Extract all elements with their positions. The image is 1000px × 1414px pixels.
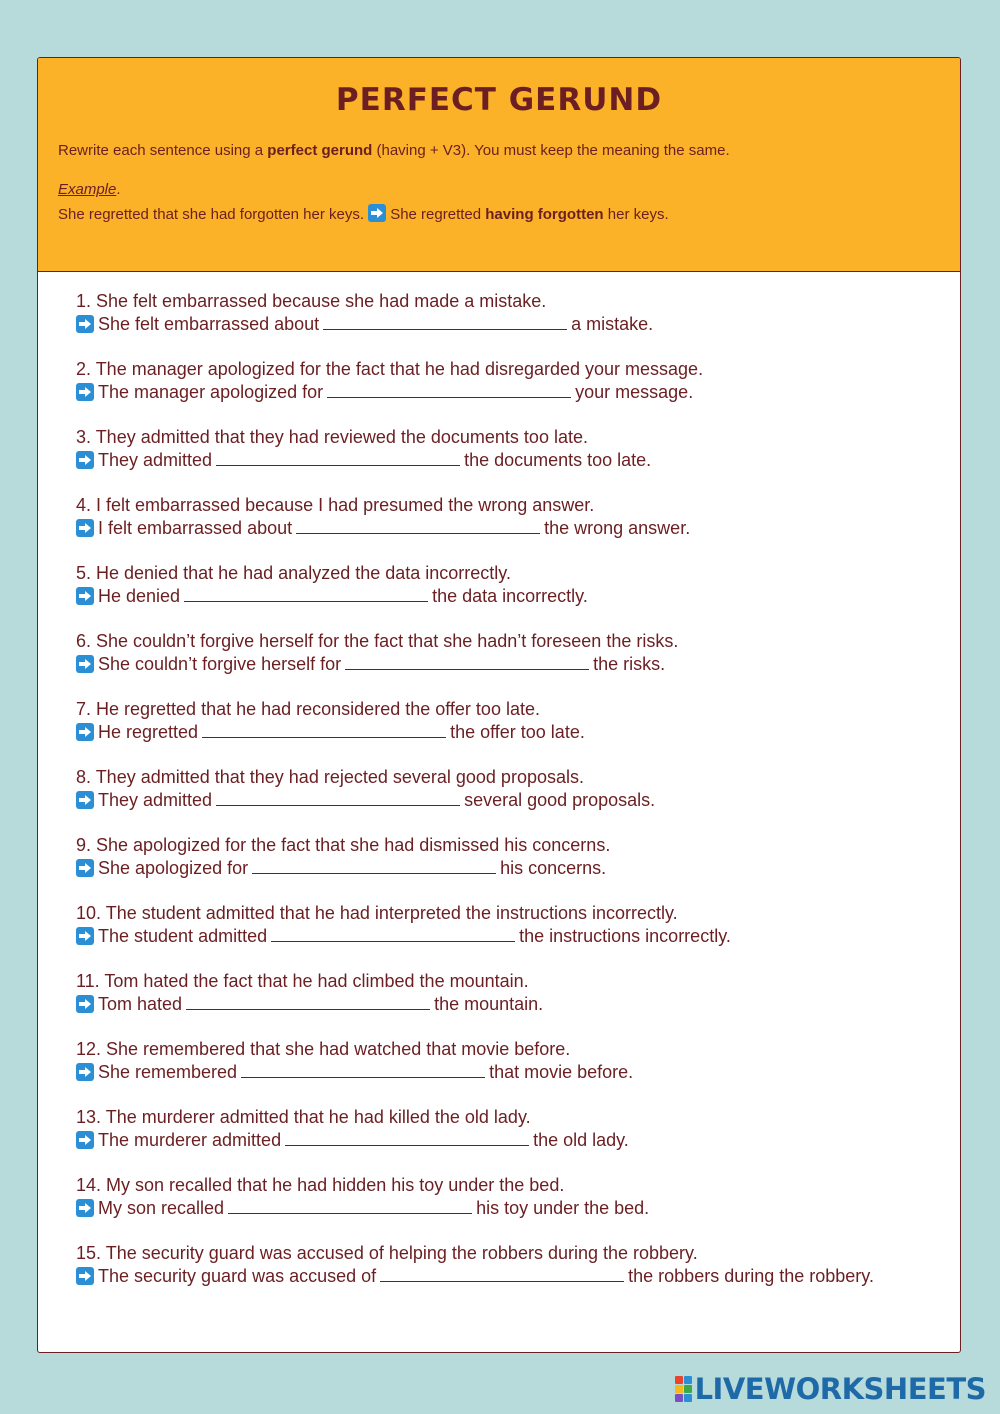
answer-after: his toy under the bed. bbox=[476, 1198, 650, 1218]
logo-square bbox=[675, 1394, 683, 1402]
arrow-right-icon bbox=[76, 587, 94, 605]
instruction-post: (having + V3). You must keep the meaning the same. bbox=[372, 142, 730, 159]
example-line bbox=[58, 204, 669, 223]
question-text: 8. They admitted that they had rejected several good proposals. bbox=[76, 767, 584, 787]
answer-after: his concerns. bbox=[500, 858, 607, 878]
logo-square bbox=[675, 1376, 683, 1384]
answer-before: They admitted bbox=[98, 790, 213, 810]
answer-line bbox=[76, 449, 940, 472]
answer-line bbox=[76, 857, 940, 880]
arrow-right-icon bbox=[76, 519, 94, 537]
answer-before: The murderer admitted bbox=[98, 1130, 282, 1150]
exercise-item bbox=[76, 766, 940, 834]
question-text: 6. She couldn’t forgive herself for the fact that she hadn’t foreseen the risks. bbox=[76, 631, 679, 651]
answer-after: the old lady. bbox=[533, 1130, 629, 1150]
answer-before: The security guard was accused of bbox=[98, 1266, 377, 1286]
answer-before: She remembered bbox=[98, 1062, 238, 1082]
page-title: PERFECT GERUND bbox=[335, 82, 663, 118]
exercise-item bbox=[76, 494, 940, 562]
arrow-right-icon bbox=[76, 859, 94, 877]
answer-line bbox=[76, 381, 940, 404]
question-text: 7. He regretted that he had reconsidered the offer too late. bbox=[76, 699, 540, 719]
answer-line bbox=[76, 993, 940, 1016]
question-text: 3. They admitted that they had reviewed the documents too late. bbox=[76, 427, 588, 447]
answer-before: Tom hated bbox=[98, 994, 183, 1014]
exercise-item bbox=[76, 426, 940, 494]
arrow-right-icon bbox=[76, 383, 94, 401]
answer-after: that movie before. bbox=[489, 1062, 634, 1082]
logo-square bbox=[684, 1376, 692, 1384]
arrow-right-icon bbox=[76, 723, 94, 741]
answer-line bbox=[76, 585, 940, 608]
exercise-item bbox=[76, 902, 940, 970]
example-sentence: She regretted that she had forgotten her keys. bbox=[58, 206, 365, 223]
exercise-item bbox=[76, 290, 940, 358]
answer-before: He denied bbox=[98, 586, 181, 606]
question-text: 12. She remembered that she had watched that movie before. bbox=[76, 1039, 571, 1059]
question-text: 5. He denied that he had analyzed the data incorrectly. bbox=[76, 563, 511, 583]
answer-before: My son recalled bbox=[98, 1198, 225, 1218]
example-answer-pre: She regretted bbox=[390, 206, 486, 223]
answer-blank[interactable] bbox=[285, 1131, 529, 1146]
answer-before: I felt embarrassed about bbox=[98, 518, 293, 538]
arrow-right-icon bbox=[76, 995, 94, 1013]
liveworksheets-logo-icon bbox=[675, 1376, 692, 1402]
arrow-right-icon bbox=[76, 451, 94, 469]
logo-square bbox=[684, 1385, 692, 1393]
exercise-item bbox=[76, 562, 940, 630]
question-text: 13. The murderer admitted that he had killed the old lady. bbox=[76, 1107, 531, 1127]
exercise-item bbox=[76, 1038, 940, 1106]
answer-line bbox=[76, 517, 940, 540]
answer-blank[interactable] bbox=[186, 995, 430, 1010]
question-text: 2. The manager apologized for the fact that he had disregarded your message. bbox=[76, 359, 704, 379]
exercise-item bbox=[76, 630, 940, 698]
question-text: 11. Tom hated the fact that he had climbed the mountain. bbox=[76, 971, 529, 991]
answer-after: the wrong answer. bbox=[544, 518, 691, 538]
answer-blank[interactable] bbox=[241, 1063, 485, 1078]
answer-before: She apologized for bbox=[98, 858, 249, 878]
arrow-right-icon bbox=[76, 1063, 94, 1081]
arrow-right-icon bbox=[76, 927, 94, 945]
liveworksheets-logo bbox=[675, 1372, 986, 1406]
answer-after: the risks. bbox=[593, 654, 666, 674]
answer-before: They admitted bbox=[98, 450, 213, 470]
answer-after: the robbers during the robbery. bbox=[628, 1266, 874, 1286]
answer-after: several good proposals. bbox=[464, 790, 656, 810]
answer-after: the instructions incorrectly. bbox=[519, 926, 731, 946]
header-panel bbox=[38, 58, 960, 272]
exercise-item bbox=[76, 698, 940, 766]
example-answer-bold: having forgotten bbox=[485, 206, 604, 223]
exercise-item bbox=[76, 358, 940, 426]
answer-blank[interactable] bbox=[327, 383, 571, 398]
worksheet bbox=[37, 57, 961, 1353]
answer-blank[interactable] bbox=[380, 1267, 624, 1282]
answer-after: the mountain. bbox=[434, 994, 544, 1014]
instruction-pre: Rewrite each sentence using a bbox=[58, 142, 268, 159]
logo-square bbox=[684, 1394, 692, 1402]
question-text: 1. She felt embarrassed because she had made a mistake. bbox=[76, 291, 547, 311]
question-text: 14. My son recalled that he had hidden his toy under the bed. bbox=[76, 1175, 565, 1195]
answer-blank[interactable] bbox=[216, 791, 460, 806]
arrow-right-icon bbox=[76, 1199, 94, 1217]
arrow-right-icon bbox=[76, 791, 94, 809]
arrow-right-icon bbox=[76, 1131, 94, 1149]
answer-line bbox=[76, 721, 940, 744]
answer-line bbox=[76, 1061, 940, 1084]
arrow-right-icon bbox=[76, 655, 94, 673]
answer-after: the offer too late. bbox=[450, 722, 585, 742]
exercise-item bbox=[76, 1106, 940, 1174]
answer-blank[interactable] bbox=[184, 587, 428, 602]
brand-name: LIVEWORKSHEETS bbox=[694, 1372, 986, 1406]
answer-before: She felt embarrassed about bbox=[98, 314, 320, 334]
arrow-right-icon bbox=[76, 1267, 94, 1285]
answer-after: a mistake. bbox=[571, 314, 654, 334]
answer-line bbox=[76, 653, 940, 676]
answer-blank[interactable] bbox=[252, 859, 496, 874]
arrow-right-icon bbox=[368, 204, 386, 222]
instructions bbox=[58, 142, 730, 159]
example-label: Example bbox=[58, 181, 117, 198]
example-answer-post: her keys. bbox=[603, 206, 669, 223]
instruction-bold: perfect gerund bbox=[267, 142, 373, 159]
question-text: 15. The security guard was accused of helping the robbers during the robbery. bbox=[76, 1243, 698, 1263]
answer-line bbox=[76, 789, 940, 812]
answer-blank[interactable] bbox=[202, 723, 446, 738]
answer-blank[interactable] bbox=[228, 1199, 472, 1214]
answer-before: She couldn’t forgive herself for bbox=[98, 654, 342, 674]
exercise-list bbox=[76, 290, 940, 1310]
answer-blank[interactable] bbox=[296, 519, 540, 534]
answer-after: the documents too late. bbox=[464, 450, 652, 470]
answer-line bbox=[76, 925, 940, 948]
exercise-item bbox=[76, 1174, 940, 1242]
answer-before: The student admitted bbox=[98, 926, 268, 946]
answer-blank[interactable] bbox=[216, 451, 460, 466]
answer-after: the data incorrectly. bbox=[432, 586, 588, 606]
question-text: 9. She apologized for the fact that she had dismissed his concerns. bbox=[76, 835, 611, 855]
exercise-item bbox=[76, 834, 940, 902]
question-text: 4. I felt embarrassed because I had presumed the wrong answer. bbox=[76, 495, 595, 515]
answer-blank[interactable] bbox=[271, 927, 515, 942]
answer-line bbox=[76, 1265, 940, 1288]
example-label-line: Example. bbox=[58, 181, 121, 198]
answer-blank[interactable] bbox=[323, 315, 567, 330]
answer-line bbox=[76, 1129, 940, 1152]
exercise-item bbox=[76, 1242, 940, 1310]
answer-line bbox=[76, 1197, 940, 1220]
arrow-right-icon bbox=[76, 315, 94, 333]
answer-before: He regretted bbox=[98, 722, 199, 742]
answer-after: your message. bbox=[575, 382, 694, 402]
answer-before: The manager apologized for bbox=[98, 382, 324, 402]
exercise-item bbox=[76, 970, 940, 1038]
logo-square bbox=[675, 1385, 683, 1393]
question-text: 10. The student admitted that he had interpreted the instructions incorrectly. bbox=[76, 903, 678, 923]
answer-blank[interactable] bbox=[345, 655, 589, 670]
answer-line bbox=[76, 313, 940, 336]
